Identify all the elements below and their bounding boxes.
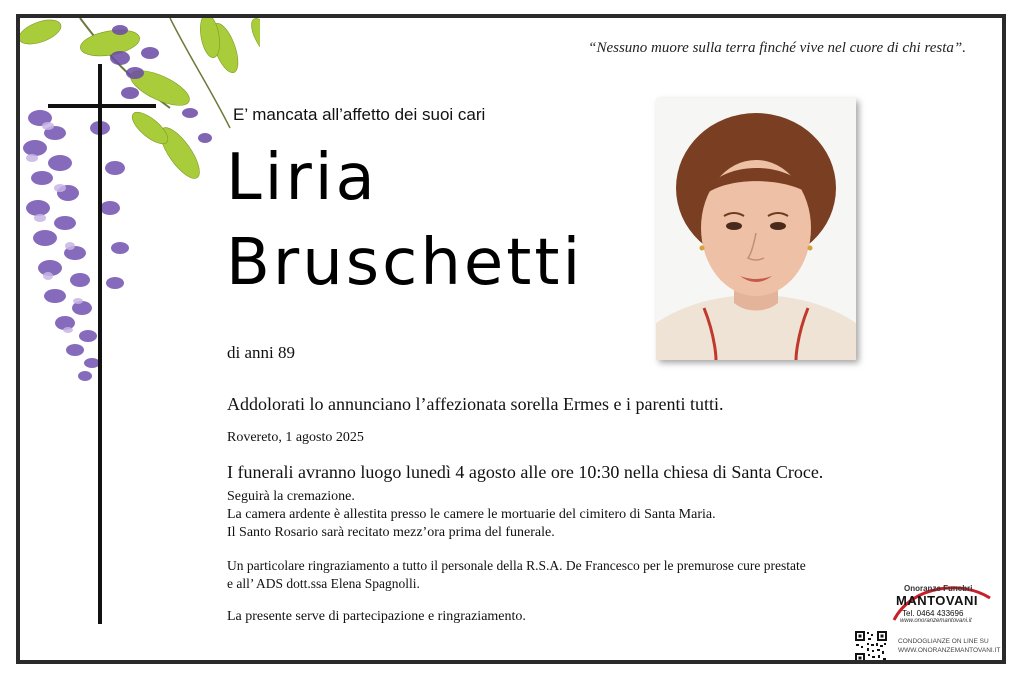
first-name: Liria bbox=[226, 141, 378, 215]
announcement-text: Addolorati lo annunciano l’affezionata sorella Ermes e i parenti tutti. bbox=[227, 394, 724, 414]
closing-text: La presente serve di partecipazione e ringraziamento. bbox=[227, 609, 526, 624]
condolences-line-2[interactable]: WWW.ONORANZEMANTOVANI.IT bbox=[898, 647, 1001, 654]
qr-code-icon[interactable] bbox=[854, 630, 888, 664]
rosary-line: Il Santo Rosario sarà recitato mezz’ora prima del funerale. bbox=[227, 525, 555, 540]
place-date: Rovereto, 1 agosto 2025 bbox=[227, 430, 364, 445]
memorial-quote: “Nessuno muore sulla terra finché vive nel cuore di chi resta”. bbox=[588, 40, 966, 56]
thanks-block bbox=[227, 557, 806, 593]
logo-brand: MANTOVANI bbox=[896, 593, 979, 608]
cross-icon bbox=[48, 64, 156, 624]
logo-website: www.onoranzemantovani.it bbox=[900, 618, 972, 624]
funeral-home-logo bbox=[892, 580, 992, 628]
intro-text: E’ mancata all’affetto dei suoi cari bbox=[233, 105, 486, 124]
last-name: Bruschetti bbox=[226, 226, 584, 300]
cremation-line: Seguirà la cremazione. bbox=[227, 489, 355, 504]
age-text: di anni 89 bbox=[227, 343, 295, 362]
condolences-note bbox=[898, 637, 1000, 655]
condolences-line-1: CONDOGLIANZE ON LINE SU bbox=[898, 638, 989, 645]
funeral-details: I funerali avranno luogo lunedì 4 agosto alle ore 10:30 nella chiesa di Santa Croce. bbox=[227, 462, 824, 482]
wisteria-decoration bbox=[20, 18, 260, 638]
logo-phone: Tel. 0464 433696 bbox=[902, 609, 964, 618]
thanks-line-1: Un particolare ringraziamento a tutto il personale della R.S.A. De Francesco per le premurose cure prestate bbox=[227, 558, 806, 573]
logo-line-1: Onoranze Funebri bbox=[904, 584, 973, 593]
chapel-line: La camera ardente è allestita presso le camere le mortuarie del cimitero di Santa Maria. bbox=[227, 507, 716, 522]
obituary-frame bbox=[16, 14, 1006, 664]
portrait-photo bbox=[656, 98, 856, 360]
thanks-line-2: e all’ ADS dott.ssa Elena Spagnolli. bbox=[227, 576, 420, 591]
info-block bbox=[227, 488, 716, 542]
